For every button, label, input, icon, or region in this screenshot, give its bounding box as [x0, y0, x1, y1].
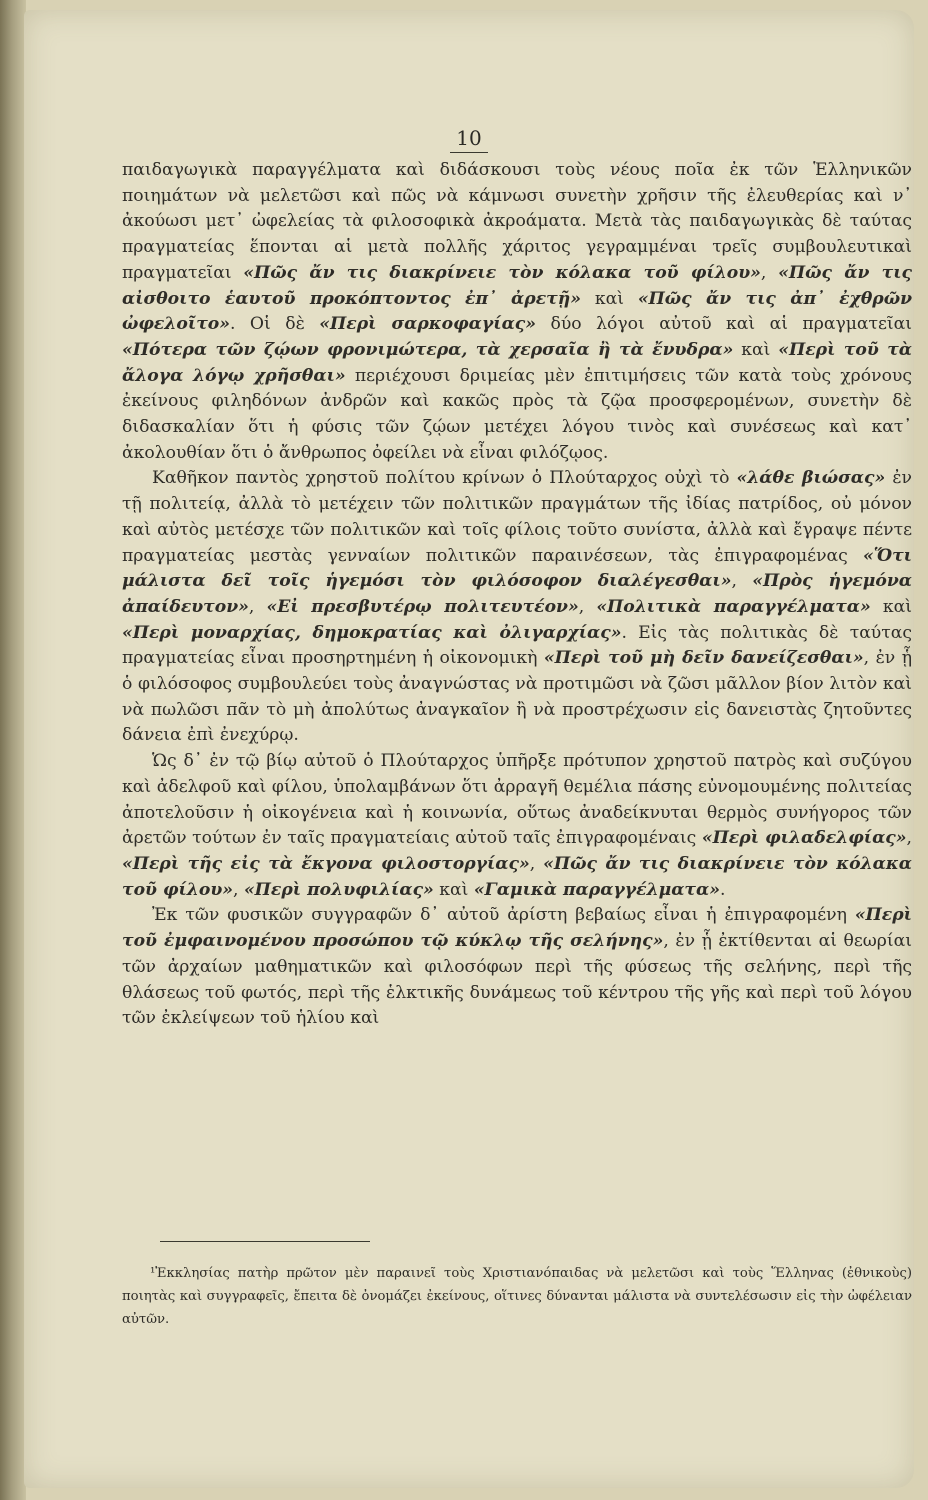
footnote-text: ¹Ἐκκλησίας πατὴρ πρῶτον μὲν παραινεῖ τοὺς Χριστιανόπαιδας νὰ μελετῶσι καὶ τοὺς Ἕλληνας (ἐθνικοὺς) ποιητὰς καὶ συγγραφεῖς, ἔπειτα δὲ ὀνομάζει ἐκείνους, οἵτινες δύνανται μάλιστα νὰ συντελέσωσιν εἰς τὴν ὠφέλειαν αὐτῶν. [122, 1266, 912, 1327]
text-run: , [529, 853, 544, 874]
work-title: «Πῶς ἄν τις ἀπ᾽ ἐχθρῶν ὠφελοῖτο» [122, 288, 913, 335]
work-title: «Πῶς ἄν τις αἰσθοιτο ἑαυτοῦ προκόπτοντος ἐπ᾽ ἀρετῇ» [122, 262, 912, 309]
work-title: «Πῶς ἄν τις διακρίνειε τὸν κόλακα τοῦ φίλου» [243, 262, 761, 283]
work-title: «Πῶς ἄν τις διακρίνειε τὸν κόλακα τοῦ φίλου» [122, 853, 912, 900]
text-run: παιδαγωγικὰ παραγγέλματα καὶ διδάσκουσι τοὺς νέους ποῖα ἐκ τῶν Ἑλληνικῶν ποιημάτων νὰ μελετῶσι καὶ πῶς νὰ κάμνωσι συνετὴν χρῆσιν τῆς ἐλευθερίας καὶ ν᾽ ἀκούωσι μετ᾽ ὠφελείας τὰ φιλοσοφικὰ ἀκροάματα. Μετὰ τὰς παιδαγωγικὰς δὲ ταύτας πραγματείας ἕπονται αἱ μετὰ πολλῆς χάριτος γεγραμμέναι τρεῖς συμβουλευτικαὶ πραγματεῖαι [122, 160, 912, 283]
work-title: «Περὶ τοῦ τὰ ἄλογα λόγῳ χρῆσθαι» [122, 339, 913, 386]
text-run: . Εἰς τὰς πολιτικὰς δὲ ταύτας πραγματείας εἶναι προσηρτημένη ἡ οἰκονομικὴ [122, 622, 912, 669]
text-run: , [906, 828, 912, 849]
work-title: «Περὶ σαρκοφαγίας» [319, 314, 537, 335]
text-run: καὶ [433, 879, 474, 900]
text-run: δύο λόγοι αὐτοῦ καὶ αἱ πραγματεῖαι [536, 314, 912, 335]
footnote-divider [160, 1241, 370, 1242]
work-title: «Περὶ φιλαδελφίας» [701, 828, 907, 849]
text-run: , [233, 879, 244, 900]
text-run: καὶ [733, 339, 779, 360]
work-title: «Εἰ πρεσβυτέρῳ πολιτευτέον» [266, 596, 579, 617]
work-title: «Περὶ τοῦ ἐμφαινομένου προσώπου τῷ κύκλῳ τῆς σελήνης» [122, 905, 912, 952]
text-run: ἐν τῇ πολιτείᾳ, ἀλλὰ τὸ μετέχειν τῶν πολιτικῶν πραγμάτων τῆς ἰδίας πατρίδος, οὐ μόνον καὶ αὐτὸς μετέσχε τῶν πολιτικῶν καὶ τοῖς φίλοις τοῦτο συνίστα, ἀλλὰ καὶ ἔγραψε πέντε πραγματείας μεστὰς γενναίων πολιτικῶν παραινέσεων, τὰς ἐπιγραφομένας [122, 468, 912, 566]
text-run: , [760, 262, 779, 283]
text-run: καὶ [870, 596, 912, 617]
paragraph [122, 749, 912, 903]
work-title: «Περὶ μοναρχίας, δημοκρατίας καὶ ὀλιγαρχίας» [122, 622, 622, 643]
work-title: «Περὶ τοῦ μὴ δεῖν δανείζεσθαι» [543, 648, 864, 669]
page-number-text: 10 [450, 126, 487, 153]
text-run: Ἐκ τῶν φυσικῶν συγγραφῶν δ᾽ αὐτοῦ ἀρίστη βεβαίως εἶναι ἡ ἐπιγραφομένη [152, 905, 855, 926]
text-run: Ὡς δ᾽ ἐν τῷ βίῳ αὐτοῦ ὁ Πλούταρχος ὑπῆρξε πρότυπον χρηστοῦ πατρὸς καὶ συζύγου καὶ ἀδελφοῦ καὶ φίλου, ὑπολαμβάνων ὅτι ἀρραγῆ θεμέλια πάσης εὐνομουμένης πολιτείας ἀποτελοῦσιν ἡ οἰκογένεια καὶ ἡ κοινωνία, οὕτως ἀναδείκνυται θερμὸς συνήγορος τῶν ἀρετῶν τούτων ἐν ταῖς πραγματείαις αὐτοῦ ταῖς ἐπιγραφομέναις [122, 751, 912, 849]
text-run: , [248, 596, 267, 617]
page-number [24, 126, 914, 153]
text-run: . Οἱ δὲ [229, 314, 320, 335]
text-run: Καθῆκον παντὸς χρηστοῦ πολίτου κρίνων ὁ Πλούταρχος οὐχὶ τὸ [152, 468, 737, 489]
footnote [122, 1262, 912, 1331]
work-title: «Γαμικὰ παραγγέλματα» [473, 879, 720, 900]
work-title: «λάθε βιώσας» [736, 468, 886, 489]
work-title: «Πρὸς ἡγεμόνα ἀπαίδευτον» [122, 571, 912, 617]
main-text [122, 158, 912, 1032]
paragraph [122, 158, 912, 466]
text-run: , ἐν ᾗ ἐκτίθενται αἱ θεωρίαι τῶν ἀρχαίων μαθηματικῶν καὶ φιλοσόφων περὶ τῆς φύσεως τῆς σελήνης, περὶ τῆς θλάσεως τοῦ φωτός, περὶ τῆς ἑλκτικῆς δυνάμεως τοῦ κέντρου τῆς γῆς καὶ περὶ τοῦ λόγου τῶν ἐκλείψεων τοῦ ἡλίου καὶ [122, 931, 912, 1029]
text-run: , [578, 596, 597, 617]
work-title: «Περὶ τῆς εἰς τὰ ἔκγονα φιλοστοργίας» [122, 853, 530, 874]
work-title: «Πολιτικὰ παραγγέλματα» [596, 596, 871, 617]
text-run: , [731, 571, 753, 592]
text-run: καὶ [580, 288, 638, 309]
work-title: «Ὅτι μάλιστα δεῖ τοῖς ἡγεμόσι τὸν φιλόσοφον διαλέγεσθαι» [122, 545, 912, 592]
text-run: , ἐν ᾗ ὁ φιλόσοφος συμβουλεύει τοὺς ἀναγνώστας νὰ προτιμῶσι νὰ ζῶσι μᾶλλον βίον λιτὸν καὶ νὰ πωλῶσι πᾶν τὸ μὴ ἀπολύτως ἀναγκαῖον ἢ νὰ προστρέχωσιν εἰς δανειστὰς ζητοῦντες δάνεια ἐπὶ ἐνεχύρῳ. [122, 648, 912, 746]
text-run: περιέχουσι δριμείας μὲν ἐπιτιμήσεις τῶν κατὰ τοὺς χρόνους ἐκείνους φιληδόνων ἀνδρῶν καὶ κακῶς πρὸς τὰ ζῷα προσφερομένων, συνετὴν δὲ διδασκαλίαν ὅτι ἡ φύσις τῶν ζῴων μετέχει λόγου τινὸς καὶ συνέσεως καὶ κατ᾽ ἀκολουθίαν ὅτι ὁ ἄνθρωπος ὀφείλει νὰ εἶναι φιλόζῳος. [122, 365, 912, 463]
work-title: «Πότερα τῶν ζῴων φρονιμώτερα, τὰ χερσαῖα ἢ τὰ ἔνυδρα» [122, 339, 734, 360]
text-run: . [719, 879, 726, 900]
paragraph [122, 903, 912, 1032]
paragraph [122, 466, 912, 749]
work-title: «Περὶ πολυφιλίας» [243, 879, 434, 900]
book-binding-edge [0, 0, 26, 1500]
